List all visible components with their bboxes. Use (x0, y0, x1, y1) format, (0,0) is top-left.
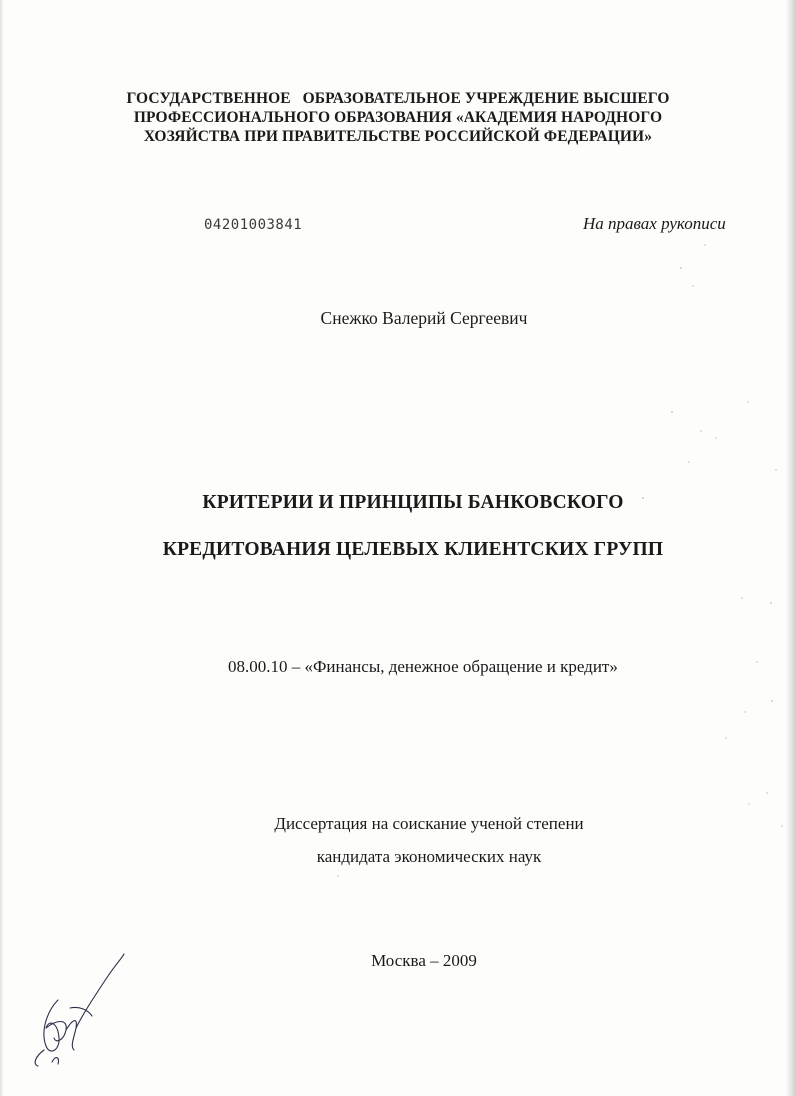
institution-line-3: ХОЗЯЙСТВА ПРИ ПРАВИТЕЛЬСТВЕ РОССИЙСКОЙ ФЕДЕРАЦИИ» (143, 128, 653, 145)
degree-line-1: Диссертация на соискание ученой степени (274, 814, 584, 833)
dissertation-title-line-1: КРИТЕРИИ И ПРИНЦИПЫ БАНКОВСКОГО (202, 492, 624, 513)
registration-number: 04201003841 (204, 217, 303, 233)
manuscript-rights-note: На правах рукописи (583, 214, 726, 233)
handwritten-signature (26, 950, 136, 1070)
institution-line-2: ПРОФЕССИОНАЛЬНОГО ОБРАЗОВАНИЯ «АКАДЕМИЯ НАРОДНОГО (133, 109, 663, 126)
specialty-code: 08.00.10 – «Финансы, денежное обращение и кредит» (228, 657, 618, 676)
author-name: Снежко Валерий Сергеевич (320, 308, 528, 328)
scan-left-edge-shadow (0, 0, 4, 1096)
city-and-year: Москва – 2009 (371, 951, 477, 970)
institution-line-1: ГОСУДАРСТВЕННОЕ ОБРАЗОВАТЕЛЬНОЕ УЧРЕЖДЕНИЕ ВЫСШЕГО (126, 90, 670, 107)
degree-line-2: кандидата экономических наук (316, 847, 542, 866)
institution-header (60, 89, 736, 146)
dissertation-title-line-2: КРЕДИТОВАНИЯ ЦЕЛЕВЫХ КЛИЕНТСКИХ ГРУПП (162, 539, 664, 560)
scan-right-edge-shadow (786, 0, 796, 1096)
